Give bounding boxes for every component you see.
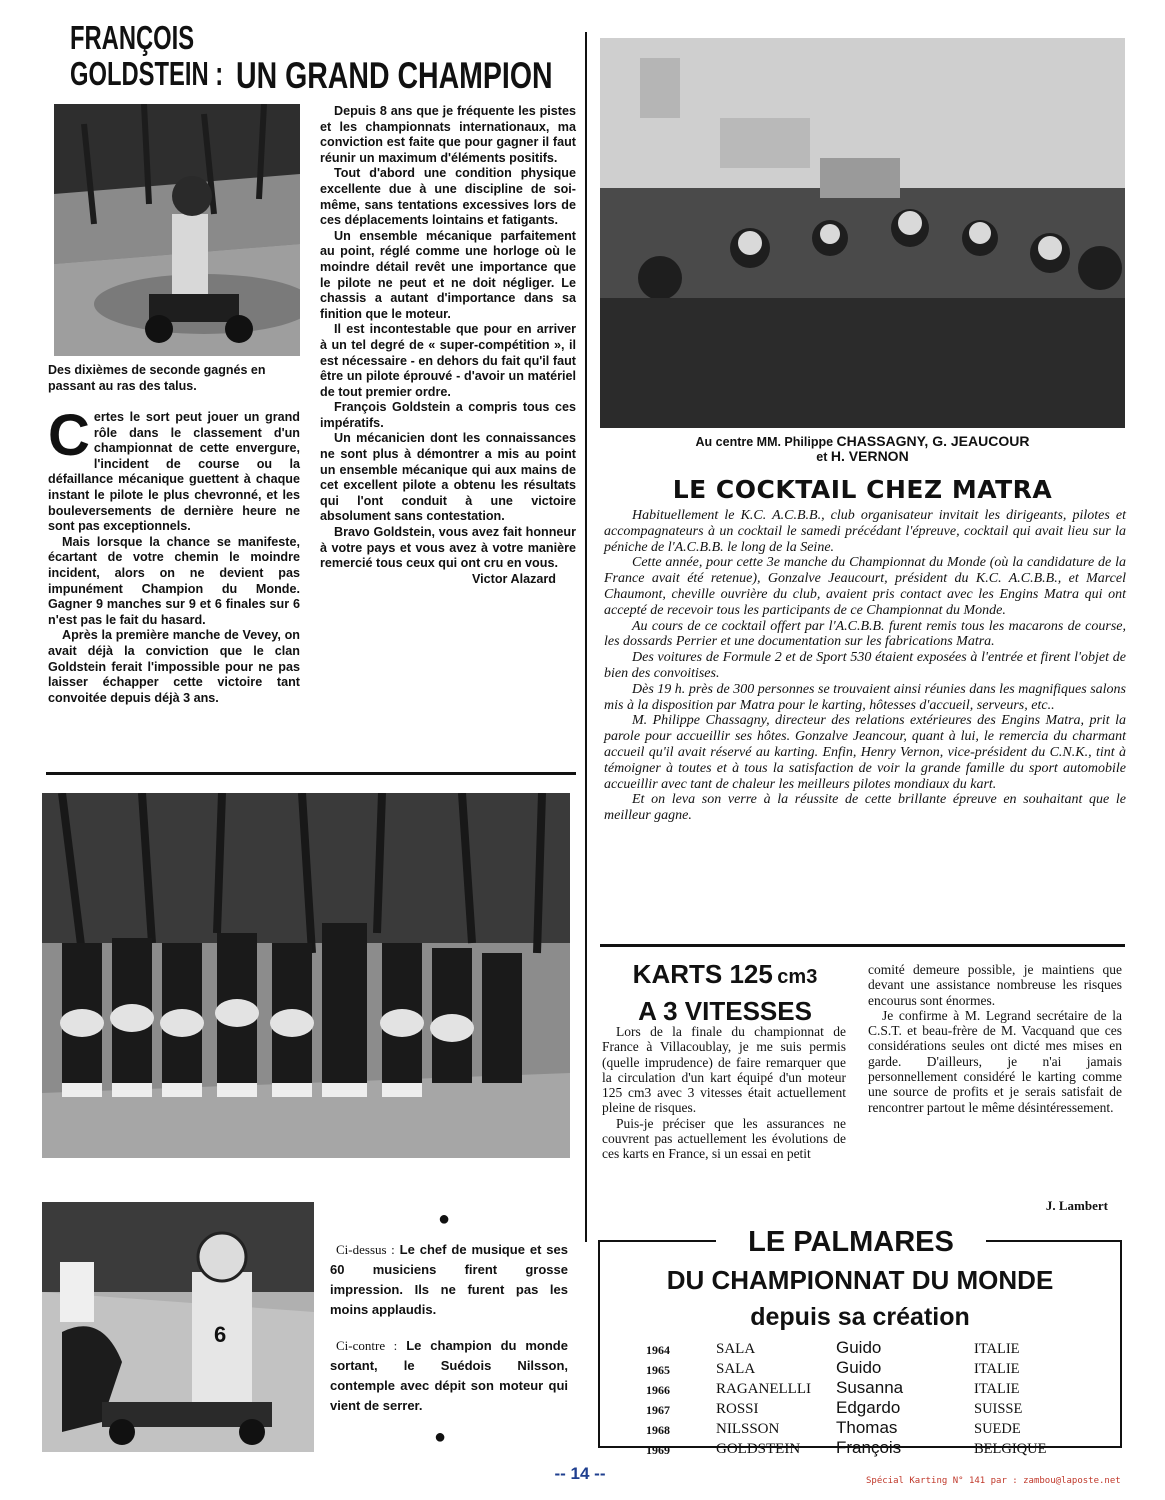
palmares-table — [646, 1338, 1047, 1458]
article1-right-paragraph: Tout d'abord une condition physique excellente due à une discipline de soi-même, sans tentations excessives lors de ces déplacements lointains et fatigants. — [320, 166, 576, 228]
palmares-firstname: Thomas — [836, 1418, 898, 1437]
article1-right-paragraph: Bravo Goldstein, vous avez fait honneur à votre pays et vous avez à votre manière remercié tous ceux qui ont cru en vous. — [320, 525, 576, 571]
palmares-firstname: Guido — [836, 1358, 882, 1377]
matra-paragraph: Et on leva son verre à la réussite de cette brillante épreuve en souhaitant que le meilleur gagne. — [604, 792, 1126, 824]
matra-article-body — [604, 508, 1126, 824]
table-row — [646, 1358, 1047, 1378]
caption-beside — [330, 1336, 568, 1416]
matra-caption-prefix2: et — [816, 450, 831, 464]
palmares-firstname: Guido — [836, 1338, 882, 1357]
palmares-surname: NILSSON — [716, 1421, 780, 1437]
matra-paragraph: Dès 19 h. près de 300 personnes se trouvaient ainsi réunies dans les magnifiques salons mis à la disposition par Matra pour le karting, hôtesses d'accueil, serveurs, etc.. — [604, 681, 1126, 713]
table-row — [646, 1338, 1047, 1358]
article1-left-paragraph: Mais lorsque la chance se manifeste, écartant de votre chemin le moindre incident, alors on ne devient pas impunément Champion du Monde. Gagner 9 manches sur 9 et 6 finales sur 6 n'est pas le fait du hasard. — [48, 534, 300, 627]
article1-left-column — [48, 403, 300, 706]
palmares-country: ITALIE — [974, 1341, 1020, 1357]
table-row — [646, 1438, 1047, 1458]
matra-caption-name2: H. VERNON — [830, 448, 909, 464]
caption-beside-label: Ci-contre : — [336, 1338, 398, 1353]
kart-track-photo — [54, 104, 300, 356]
footer-credit: Spécial Karting N° 141 par : zambou@laposte.net — [866, 1476, 1121, 1486]
table-row — [646, 1378, 1047, 1398]
matra-reception-photo — [600, 38, 1125, 428]
drop-cap: C — [48, 403, 90, 468]
article-title-line1: FRANÇOIS — [70, 19, 195, 56]
palmares-country: SUISSE — [974, 1401, 1023, 1417]
article-title-line2-name: GOLDSTEIN : — [70, 55, 224, 92]
matra-title: LE COCKTAIL CHEZ MATRA — [672, 475, 1053, 504]
palmares-country: SUEDE — [974, 1421, 1021, 1437]
palmares-surname: ROSSI — [716, 1401, 759, 1417]
bullet-top: ● — [438, 1208, 451, 1230]
palmares-firstname: Susanna — [836, 1378, 904, 1397]
kart-photo-caption: Des dixièmes de seconde gagnés en passant au ras des talus. — [48, 363, 266, 393]
nilsson-kart-photo — [42, 1202, 314, 1452]
palmares-year: 1968 — [646, 1423, 670, 1437]
page-number: -- 14 -- — [554, 1464, 606, 1483]
palmares-surname: SALA — [716, 1341, 756, 1357]
karts-title-line2: A 3 VITESSES — [638, 996, 812, 1026]
palmares-surname: SALA — [716, 1361, 756, 1377]
matra-caption-names: CHASSAGNY, G. JEAUCOUR — [836, 433, 1030, 449]
palmares-surname: GOLDSTEIN — [716, 1441, 801, 1457]
svg-text:6: 6 — [214, 1322, 227, 1347]
article1-right-paragraph: Un ensemble mécanique parfaitement au point, réglé comme une horloge où le moindre détail revêt une importance que le pilote ne peut et ne doit négliger. Le chassis a autant d'importance dans sa finition que le moteur. — [320, 228, 576, 321]
karts-title — [600, 958, 850, 1027]
article1-right-paragraph: Depuis 8 ans que je fréquente les pistes et les championnats internationaux, ma conviction est faite que pour gagner il faut réunir un maximum d'éléments positifs. — [320, 104, 576, 165]
article1-right-paragraph: Un mécanicien dont les connaissances ne sont plus à démontrer a mis au point un ensemble mécanique qui aux mains de cet excellent pilote a obtenu les résultats qui l'ont conduit à une victoire absolument sans contestation. — [320, 431, 576, 524]
caption-above-label: Ci-dessus : — [336, 1242, 395, 1257]
palmares-year: 1966 — [646, 1383, 670, 1397]
karts-paragraph: Puis-je préciser que les assurances ne couvrent pas actuellement les évolutions de ces karts en France, si un essai en petit — [602, 1115, 846, 1162]
palmares-title-line2: DU CHAMPIONNAT DU MONDE — [666, 1265, 1054, 1295]
palmares-title-line1: LE PALMARES — [716, 1224, 986, 1260]
caption-above-text: Le chef de musique et ses 60 musiciens firent grosse impression. Ils ne furent pas les moins applaudis. — [330, 1242, 568, 1317]
karts-right-column — [868, 962, 1122, 1115]
karts-paragraph: Lors de la finale du championnat de France à Villacoublay, je me suis permis (quelle imprudence) de faire remarquer que la circulation d'un kart équipé d'un moteur 125 cm3 avec 3 vitesses était actuellement pleine de risques. — [602, 1024, 846, 1116]
palmares-firstname: Edgardo — [836, 1398, 901, 1417]
palmares-year: 1967 — [646, 1403, 670, 1417]
karts-title-main: KARTS 125 — [632, 959, 773, 989]
article1-right-paragraph: Il est incontestable que pour en arriver à un tel degré de « super-compétition », il est nécessaire - en dehors du fait qu'il faut être un pilote éprouvé - d'avoir un matériel de tout premier ordre. — [320, 322, 576, 399]
palmares-firstname: François — [836, 1438, 902, 1457]
karts-signature: J. Lambert — [1045, 1198, 1108, 1213]
palmares-country: ITALIE — [974, 1381, 1020, 1397]
palmares-year: 1965 — [646, 1363, 670, 1377]
palmares-year: 1969 — [646, 1443, 670, 1457]
article1-left-paragraph: ertes le sort peut jouer un grand rôle dans le classement d'un championnat de cette envergure, l'incident de course ou la défaillance mécanique guettent à chaque instant le pilote le plus chevronné, et les bouleversements de dernière heure ne sont pas exceptionnels. — [48, 410, 300, 534]
palmares-country: BELGIQUE — [974, 1441, 1047, 1457]
palmares-country: ITALIE — [974, 1361, 1020, 1377]
matra-photo-caption — [600, 434, 1125, 464]
article1-right-paragraph: François Goldstein a compris tous ces impératifs. — [320, 400, 576, 430]
caption-above — [330, 1240, 568, 1320]
matra-paragraph: Des voitures de Formule 2 et de Sport 530 étaient exposées à l'entrée et firent l'objet de bien des convoitises. — [604, 650, 1126, 681]
matra-paragraph: Au cours de ce cocktail offert par l'A.C.B.B. furent remis tous les macarons de course, les dossards Perrier et une documentation sur les fabrications Matra. — [604, 618, 1126, 650]
section-divider — [46, 772, 576, 775]
marching-band-photo — [42, 793, 570, 1158]
matra-paragraph: Cette année, pour cette 3e manche du Championnat du Monde (où la candidature de la France avait été retenue), Gonzalve Jeaucourt, président du K.C. A.C.B.B., et Marcel Chaumont, cheville ouvrière du club, avaient pris contact avec les Engins Matra qui ont accepté de recevoir tous les participants de ce Championnat du Monde. — [604, 555, 1126, 618]
article1-right-column — [320, 104, 576, 587]
column-divider — [585, 32, 587, 1242]
palmares-year: 1964 — [646, 1343, 670, 1357]
karts-left-column — [602, 1024, 846, 1162]
caption-beside-text: Le champion du monde sortant, le Suédois Nilsson, contemple avec dépit son moteur qui vient de serrer. — [330, 1338, 568, 1413]
table-row — [646, 1398, 1047, 1418]
karts-paragraph: comité demeure possible, je maintiens que devant une assistance nombreuse les risques encourus sont énormes. — [868, 962, 1122, 1008]
karts-paragraph: Je confirme à M. Legrand secrétaire de la C.S.T. et beau-frère de M. Vacquand que ces considérations seules ont dicté mes mises en garde. D'ailleurs, je n'ai jamais personnellement considéré le karting comme une source de profits et je serais satisfait de rencontrer partout le même désintéressement. — [868, 1007, 1122, 1115]
article-title-line2-headline: UN GRAND CHAMPION — [236, 55, 553, 96]
table-row — [646, 1418, 1047, 1438]
palmares-title-line3: depuis sa création — [750, 1303, 970, 1331]
bullet-bottom: ● — [434, 1426, 447, 1448]
matra-paragraph: M. Philippe Chassagny, directeur des relations extérieures des Engins Matra, prit la parole pour accueillir ses hôtes. Gonzalve Jeancour, quant à lui, le remercia du charmant accueil qu'il avait réservé au karting. Enfin, Henry Vernon, vice-président du C.N.K., tint à témoigner à toutes et à tous la satisfaction de voir la grande famille du sport automobile accueillir avec tant de chaleur les meilleurs pilotes mondiaux du kart. — [604, 713, 1126, 792]
matra-paragraph: Habituellement le K.C. A.C.B.B., club organisateur invitait les dirigeants, pilotes et accompagnateurs à un cocktail le samedi précédant l'épreuve, cocktail qui avait lieu sur la péniche de l'A.C.B.B. le long de la Seine. — [604, 508, 1126, 555]
article1-left-paragraph: Après la première manche de Vevey, on avait déjà la conviction que le clan Goldstein ferait l'impossible pour ne pas laisser échapper cette victoire tant convoitée depuis déjà 3 ans. — [48, 628, 300, 705]
section-divider — [600, 944, 1125, 947]
matra-caption-prefix: Au centre MM. Philippe — [695, 435, 837, 449]
palmares-surname: RAGANELLLI — [716, 1381, 811, 1397]
karts-title-unit: cm3 — [777, 966, 818, 988]
article1-signature: Victor Alazard — [472, 571, 556, 586]
